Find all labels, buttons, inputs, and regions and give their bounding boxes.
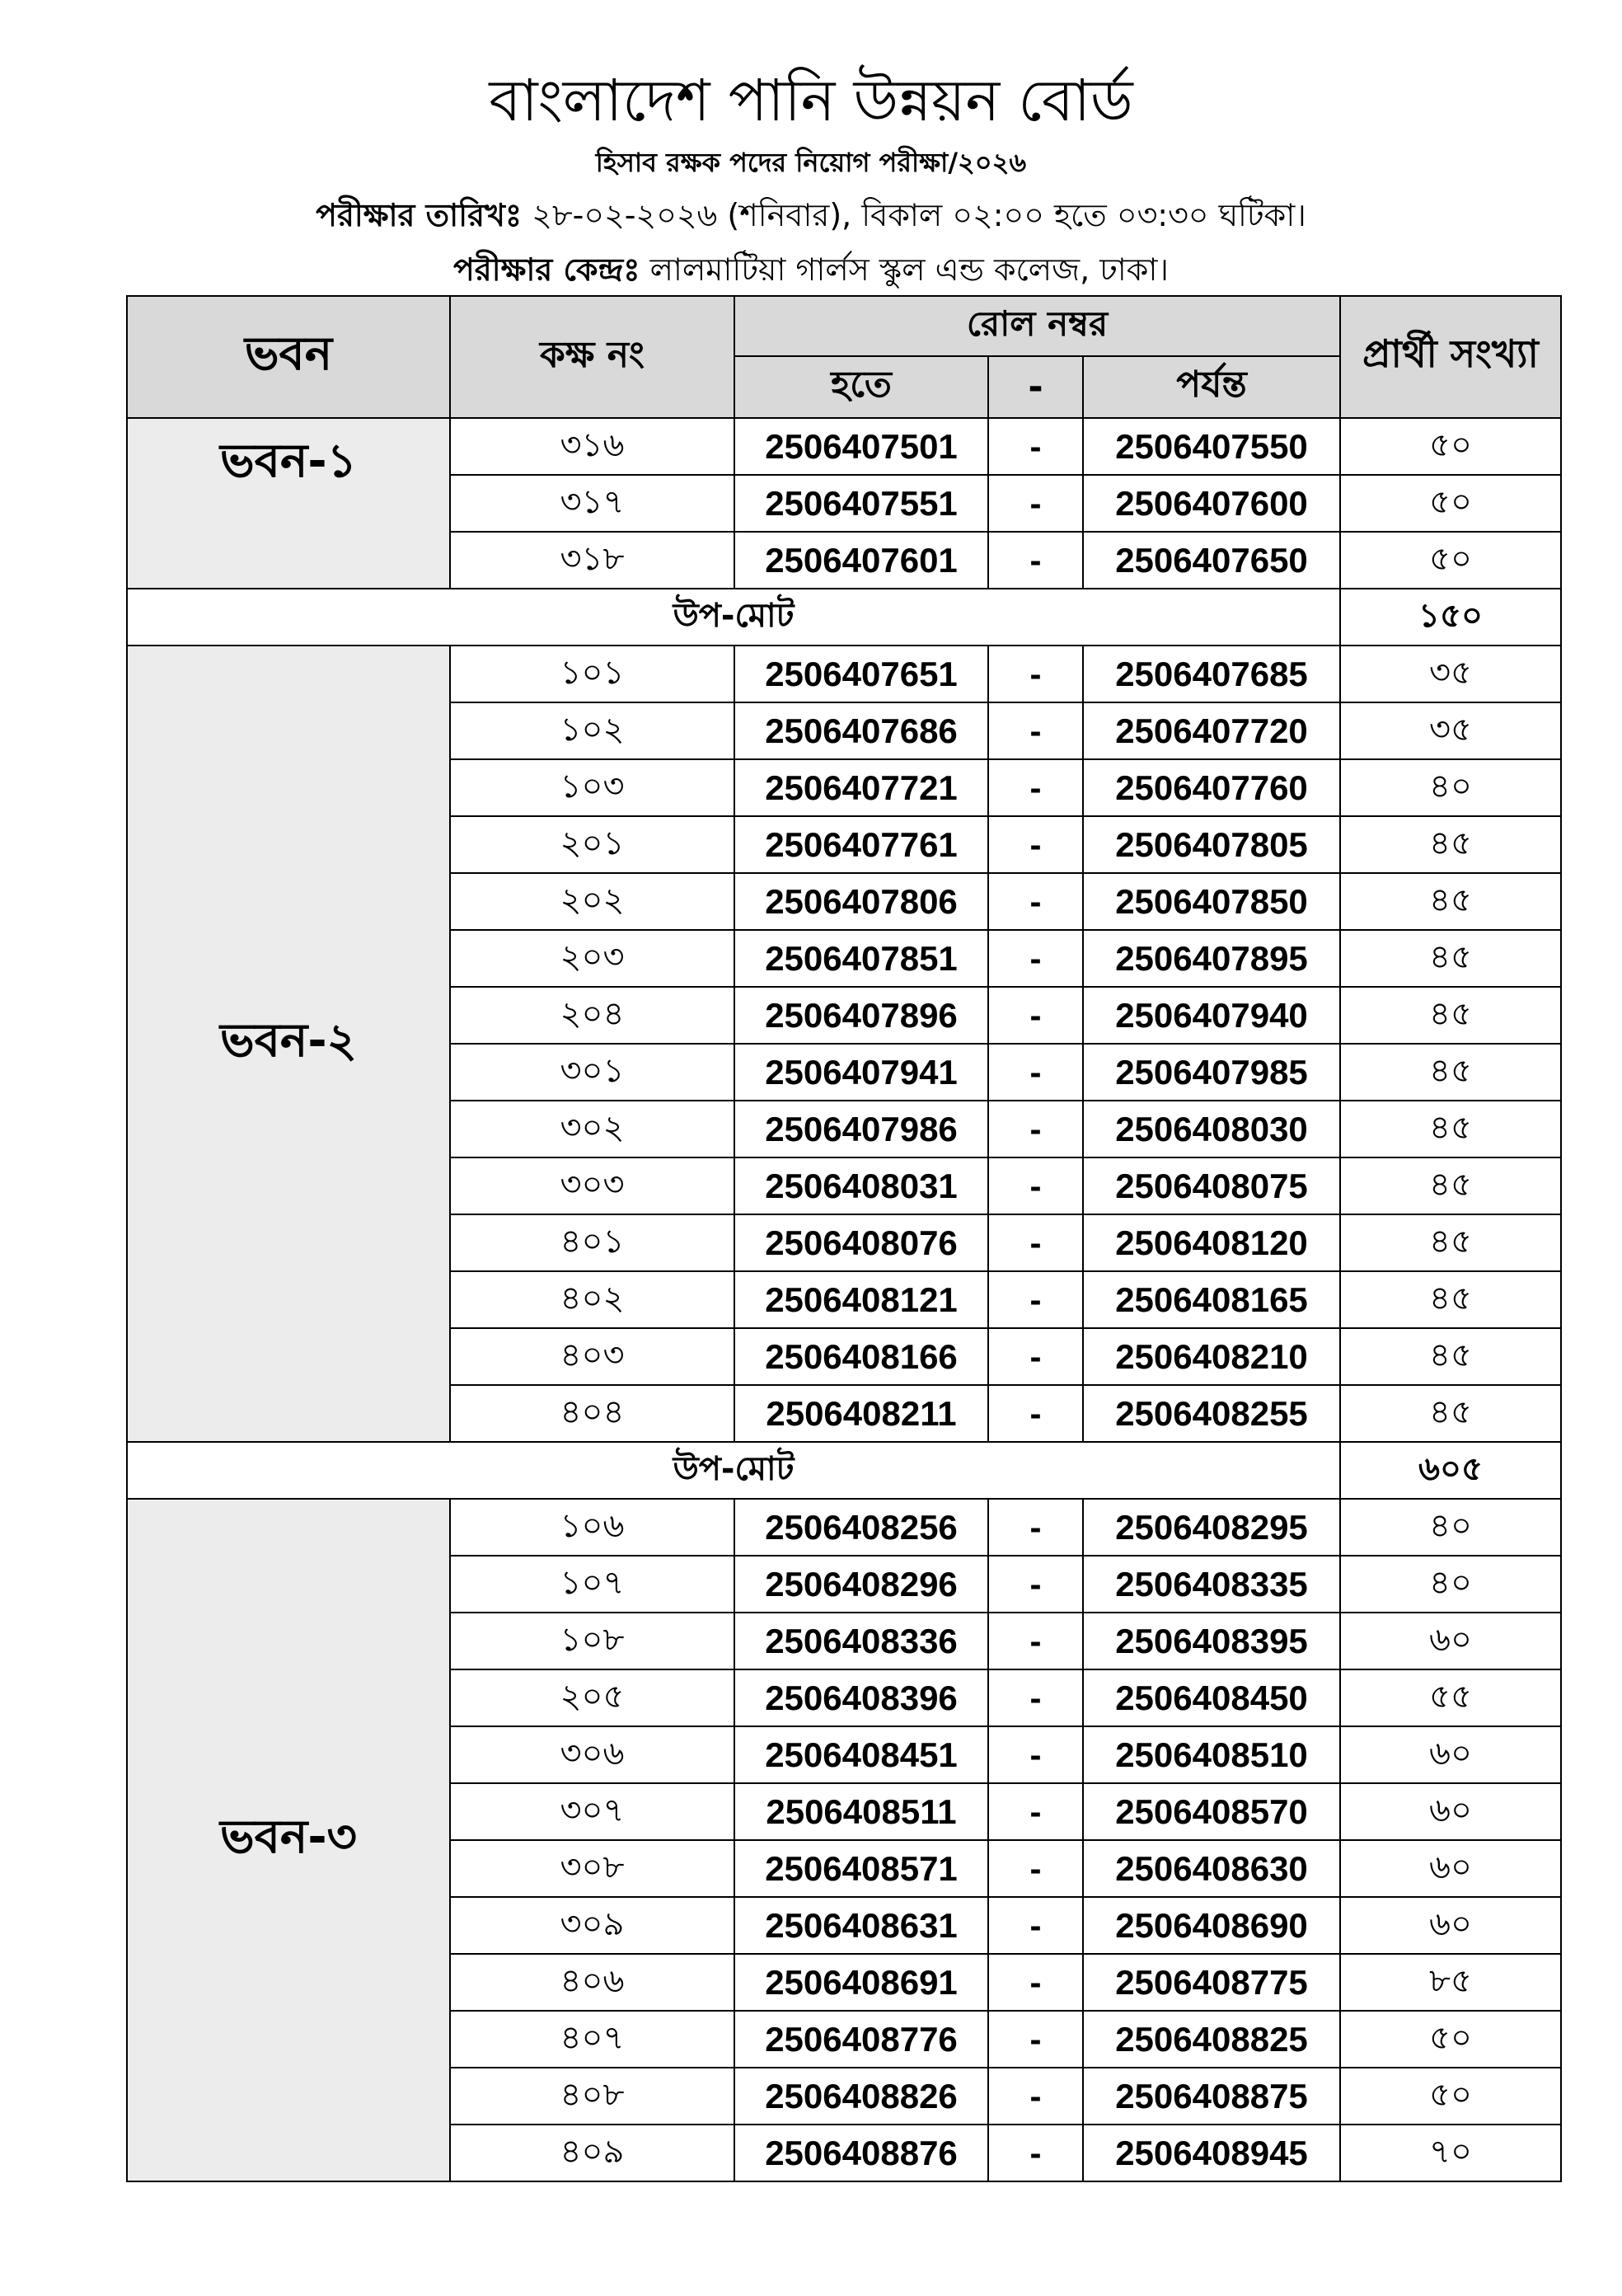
exam-date-line	[0, 191, 1622, 244]
roll-to-cell: 2506408630	[1083, 1840, 1340, 1897]
room-cell: ৪০৯	[450, 2125, 734, 2181]
table-row	[127, 646, 1561, 702]
roll-dash-cell: -	[988, 930, 1083, 987]
roll-from-cell: 2506408076	[734, 1214, 988, 1271]
room-cell: ২০৫	[450, 1669, 734, 1726]
roll-to-cell: 2506407895	[1083, 930, 1340, 987]
roll-dash-cell: -	[988, 1328, 1083, 1385]
roll-from-cell: 2506408396	[734, 1669, 988, 1726]
roll-dash-cell: -	[988, 987, 1083, 1044]
count-cell: ৪৫	[1340, 1214, 1561, 1271]
roll-to-cell: 2506407940	[1083, 987, 1340, 1044]
roll-from-cell: 2506408691	[734, 1954, 988, 2011]
exam-date-label: পরীক্ষার তারিখঃ	[316, 197, 523, 233]
room-cell: ৩১৬	[450, 418, 734, 475]
count-cell: ৫০	[1340, 532, 1561, 589]
roll-dash-cell: -	[988, 532, 1083, 589]
count-cell: ৫০	[1340, 2011, 1561, 2068]
count-cell: ৪০	[1340, 1556, 1561, 1613]
roll-dash-cell: -	[988, 1271, 1083, 1328]
roll-from-cell: 2506408336	[734, 1613, 988, 1669]
room-cell: ১০৭	[450, 1556, 734, 1613]
roll-dash-cell: -	[988, 1840, 1083, 1897]
subtotal-label: উপ-মোট	[127, 1442, 1340, 1499]
room-cell: ৩০১	[450, 1044, 734, 1101]
room-cell: ৪০৪	[450, 1385, 734, 1442]
room-cell: ৩০৩	[450, 1157, 734, 1214]
count-cell: ৬০	[1340, 1840, 1561, 1897]
count-cell: ৪০	[1340, 1499, 1561, 1556]
roll-dash-cell: -	[988, 2011, 1083, 2068]
count-cell: ৬০	[1340, 1613, 1561, 1669]
building-cell: ভবন-১	[127, 418, 450, 589]
seat-plan-table	[126, 295, 1562, 2182]
subtotal-row	[127, 1442, 1561, 1499]
roll-from-cell: 2506407721	[734, 759, 988, 816]
room-cell: ৩০৬	[450, 1726, 734, 1783]
count-cell: ৪৫	[1340, 930, 1561, 987]
room-cell: ২০৩	[450, 930, 734, 987]
roll-to-cell: 2506408825	[1083, 2011, 1340, 2068]
roll-dash-cell: -	[988, 873, 1083, 930]
room-cell: ৪০৮	[450, 2068, 734, 2125]
room-cell: ৩০২	[450, 1101, 734, 1157]
roll-from-cell: 2506408826	[734, 2068, 988, 2125]
roll-to-cell: 2506407985	[1083, 1044, 1340, 1101]
count-cell: ৪৫	[1340, 1271, 1561, 1328]
roll-to-cell: 2506408775	[1083, 1954, 1340, 2011]
room-cell: ৩০৭	[450, 1783, 734, 1840]
room-cell: ২০২	[450, 873, 734, 930]
roll-from-cell: 2506407986	[734, 1101, 988, 1157]
roll-dash-cell: -	[988, 1101, 1083, 1157]
roll-to-cell: 2506408075	[1083, 1157, 1340, 1214]
roll-dash-cell: -	[988, 1157, 1083, 1214]
roll-from-cell: 2506407551	[734, 475, 988, 532]
roll-dash-cell: -	[988, 759, 1083, 816]
subtotal-label: উপ-মোট	[127, 589, 1340, 646]
room-cell: ৪০৩	[450, 1328, 734, 1385]
roll-to-cell: 2506408570	[1083, 1783, 1340, 1840]
roll-to-cell: 2506407550	[1083, 418, 1340, 475]
roll-to-cell: 2506408165	[1083, 1271, 1340, 1328]
roll-dash-cell: -	[988, 2125, 1083, 2181]
roll-dash-cell: -	[988, 1897, 1083, 1954]
header-to: পর্যন্ত	[1083, 356, 1340, 418]
room-cell: ৪০৭	[450, 2011, 734, 2068]
roll-from-cell: 2506408296	[734, 1556, 988, 1613]
roll-to-cell: 2506408335	[1083, 1556, 1340, 1613]
venue-value: লালমাটিয়া গার্লস স্কুল এন্ড কলেজ, ঢাকা।	[649, 251, 1169, 288]
roll-to-cell: 2506407805	[1083, 816, 1340, 873]
roll-dash-cell: -	[988, 1726, 1083, 1783]
count-cell: ৫০	[1340, 418, 1561, 475]
roll-from-cell: 2506408121	[734, 1271, 988, 1328]
header-roll-number: রোল নম্বর	[734, 296, 1340, 356]
roll-dash-cell: -	[988, 1954, 1083, 2011]
count-cell: ৩৫	[1340, 646, 1561, 702]
roll-dash-cell: -	[988, 475, 1083, 532]
exam-venue-line	[0, 246, 1622, 298]
roll-to-cell: 2506408945	[1083, 2125, 1340, 2181]
room-cell: ৪০৬	[450, 1954, 734, 2011]
roll-from-cell: 2506408876	[734, 2125, 988, 2181]
subtotal-value: ৬০৫	[1340, 1442, 1561, 1499]
count-cell: ৬০	[1340, 1726, 1561, 1783]
count-cell: ৩৫	[1340, 702, 1561, 759]
exam-subtitle: হিসাব রক্ষক পদের নিয়োগ পরীক্ষা/২০২৬	[595, 147, 1027, 178]
header-building: ভবন	[127, 296, 450, 418]
room-cell: ৩০৯	[450, 1897, 734, 1954]
count-cell: ৫০	[1340, 2068, 1561, 2125]
subtotal-row	[127, 589, 1561, 646]
roll-to-cell: 2506407720	[1083, 702, 1340, 759]
room-cell: ৩০৮	[450, 1840, 734, 1897]
roll-from-cell: 2506407601	[734, 532, 988, 589]
roll-dash-cell: -	[988, 1044, 1083, 1101]
header-candidate-count: প্রার্থী সংখ্যা	[1340, 296, 1561, 418]
roll-to-cell: 2506408690	[1083, 1897, 1340, 1954]
roll-dash-cell: -	[988, 646, 1083, 702]
roll-to-cell: 2506407850	[1083, 873, 1340, 930]
room-cell: ১০৬	[450, 1499, 734, 1556]
roll-dash-cell: -	[988, 1613, 1083, 1669]
roll-dash-cell: -	[988, 1385, 1083, 1442]
roll-dash-cell: -	[988, 2068, 1083, 2125]
roll-from-cell: 2506407651	[734, 646, 988, 702]
roll-to-cell: 2506408295	[1083, 1499, 1340, 1556]
roll-from-cell: 2506408571	[734, 1840, 988, 1897]
table-row	[127, 418, 1561, 475]
room-cell: ১০৮	[450, 1613, 734, 1669]
building-cell: ভবন-৩	[127, 1499, 450, 2181]
room-cell: ৪০১	[450, 1214, 734, 1271]
count-cell: ৪৫	[1340, 1157, 1561, 1214]
count-cell: ৪০	[1340, 759, 1561, 816]
room-cell: ১০২	[450, 702, 734, 759]
roll-from-cell: 2506408211	[734, 1385, 988, 1442]
roll-dash-cell: -	[988, 418, 1083, 475]
roll-from-cell: 2506408776	[734, 2011, 988, 2068]
room-cell: ৩১৭	[450, 475, 734, 532]
roll-dash-cell: -	[988, 816, 1083, 873]
roll-from-cell: 2506408031	[734, 1157, 988, 1214]
venue-label: পরীক্ষার কেন্দ্রঃ	[453, 251, 640, 288]
roll-from-cell: 2506408256	[734, 1499, 988, 1556]
roll-to-cell: 2506407600	[1083, 475, 1340, 532]
page-title: বাংলাদেশ পানি উন্নয়ন বোর্ড	[489, 67, 1133, 134]
roll-from-cell: 2506408631	[734, 1897, 988, 1954]
roll-dash-cell: -	[988, 1499, 1083, 1556]
roll-dash-cell: -	[988, 1669, 1083, 1726]
roll-to-cell: 2506408210	[1083, 1328, 1340, 1385]
count-cell: ৪৫	[1340, 873, 1561, 930]
count-cell: ৫০	[1340, 475, 1561, 532]
roll-to-cell: 2506408255	[1083, 1385, 1340, 1442]
room-cell: ২০৪	[450, 987, 734, 1044]
roll-to-cell: 2506408875	[1083, 2068, 1340, 2125]
count-cell: ৬০	[1340, 1897, 1561, 1954]
table-row	[127, 1499, 1561, 1556]
roll-from-cell: 2506407896	[734, 987, 988, 1044]
roll-to-cell: 2506408510	[1083, 1726, 1340, 1783]
roll-dash-cell: -	[988, 1214, 1083, 1271]
count-cell: ৪৫	[1340, 1385, 1561, 1442]
count-cell: ৭০	[1340, 2125, 1561, 2181]
header-dash: -	[988, 356, 1083, 418]
count-cell: ৪৫	[1340, 987, 1561, 1044]
roll-from-cell: 2506408166	[734, 1328, 988, 1385]
building-cell: ভবন-২	[127, 646, 450, 1442]
roll-to-cell: 2506408120	[1083, 1214, 1340, 1271]
roll-to-cell: 2506407650	[1083, 532, 1340, 589]
count-cell: ৪৫	[1340, 1328, 1561, 1385]
count-cell: ৫৫	[1340, 1669, 1561, 1726]
count-cell: ৪৫	[1340, 816, 1561, 873]
header-room: কক্ষ নং	[450, 296, 734, 418]
roll-to-cell: 2506408450	[1083, 1669, 1340, 1726]
roll-from-cell: 2506407806	[734, 873, 988, 930]
exam-date-value: ২৮-০২-২০২৬ (শনিবার), বিকাল ০২:০০ হতে ০৩:৩০ ঘটিকা।	[532, 197, 1306, 233]
count-cell: ৪৫	[1340, 1044, 1561, 1101]
roll-dash-cell: -	[988, 1556, 1083, 1613]
room-cell: ১০৩	[450, 759, 734, 816]
count-cell: ৮৫	[1340, 1954, 1561, 2011]
roll-to-cell: 2506407685	[1083, 646, 1340, 702]
roll-dash-cell: -	[988, 702, 1083, 759]
subtotal-value: ১৫০	[1340, 589, 1561, 646]
roll-from-cell: 2506407941	[734, 1044, 988, 1101]
roll-from-cell: 2506407686	[734, 702, 988, 759]
roll-to-cell: 2506408030	[1083, 1101, 1340, 1157]
room-cell: ১০১	[450, 646, 734, 702]
room-cell: ২০১	[450, 816, 734, 873]
room-cell: ৩১৮	[450, 532, 734, 589]
roll-from-cell: 2506408511	[734, 1783, 988, 1840]
roll-from-cell: 2506407501	[734, 418, 988, 475]
roll-to-cell: 2506407760	[1083, 759, 1340, 816]
roll-to-cell: 2506408395	[1083, 1613, 1340, 1669]
count-cell: ৬০	[1340, 1783, 1561, 1840]
room-cell: ৪০২	[450, 1271, 734, 1328]
roll-from-cell: 2506408451	[734, 1726, 988, 1783]
roll-dash-cell: -	[988, 1783, 1083, 1840]
roll-from-cell: 2506407761	[734, 816, 988, 873]
header-from: হতে	[734, 356, 988, 418]
roll-from-cell: 2506407851	[734, 930, 988, 987]
count-cell: ৪৫	[1340, 1101, 1561, 1157]
